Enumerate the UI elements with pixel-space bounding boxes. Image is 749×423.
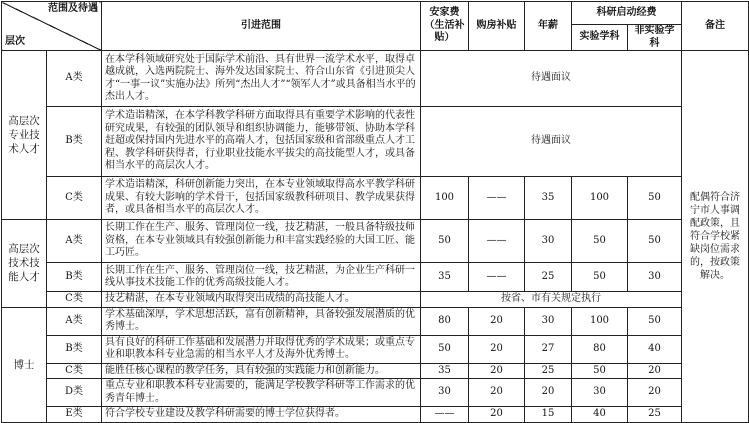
house-subsidy-value: 20: [469, 379, 525, 407]
non-experimental-value: 25: [628, 407, 682, 423]
settle-fee-value: 50: [421, 220, 469, 263]
class-label: C类: [47, 292, 102, 308]
house-subsidy-value: ——: [469, 263, 525, 292]
house-subsidy-value: 20: [469, 307, 525, 335]
merged-treatment: 待遇面议: [421, 51, 682, 107]
settle-fee-value: 35: [421, 263, 469, 292]
table-row: [2, 407, 749, 423]
table-row: [2, 51, 749, 107]
non-experimental-value: 30: [628, 263, 682, 292]
header-remarks: 备注: [682, 2, 749, 51]
table-row: [2, 307, 749, 335]
settle-fee-value: 30: [421, 379, 469, 407]
settle-fee-value: 50: [421, 335, 469, 363]
class-label: B类: [47, 335, 102, 363]
experimental-value: 100: [572, 307, 628, 335]
salary-value: 25: [525, 263, 572, 292]
salary-value: 35: [525, 177, 572, 220]
merged-treatment: 按省、市有关规定执行: [421, 292, 682, 308]
salary-value: 30: [525, 220, 572, 263]
non-experimental-value: 40: [628, 335, 682, 363]
table-row: [2, 335, 749, 363]
class-label: D类: [47, 379, 102, 407]
house-subsidy-value: 20: [469, 335, 525, 363]
table-row: [2, 177, 749, 220]
table-row: [2, 220, 749, 263]
experimental-value: 100: [572, 177, 628, 220]
table-row: [2, 363, 749, 379]
group-phd: 博士: [2, 307, 47, 422]
house-subsidy-value: 20: [469, 363, 525, 379]
experimental-value: 50: [572, 220, 628, 263]
talent-policy-table: [1, 1, 749, 423]
settle-fee-value: 80: [421, 307, 469, 335]
scope-desc: 学术造诣精深，科研创新能力突出，在本专业领域取得高水平教学科研成果、有较大影响的学术骨干，包括国家级教科研项目、教学成果获得者，或具备相当水平的高层次人才。: [102, 177, 421, 220]
experimental-value: 30: [572, 379, 628, 407]
scope-desc: 重点专业和职教本科专业需要的，能满足学校教学科研等工作需求的优秀青年博士。: [102, 379, 421, 407]
scope-desc: 在本学科领域研究处于国际学术前沿、具有世界一流学术水平，取得卓越成就，入选两院院士、海外发达国家院士、符合山东省《引进顶尖人才“一事一议”实施办法》所列“杰出人才”“领军人才”或具备相当水平的杰出人才。: [102, 51, 421, 107]
experimental-value: 80: [572, 335, 628, 363]
class-label: A类: [47, 51, 102, 107]
experimental-value: 40: [572, 407, 628, 423]
header-house-subsidy: 购房补贴: [469, 2, 525, 51]
scope-desc: 能胜任核心课程的教学任务，具有较强的实践能力和创新能力。: [102, 363, 421, 379]
settle-fee-value: ——: [421, 407, 469, 423]
table-row: [2, 379, 749, 407]
header-salary: 年薪: [525, 2, 572, 51]
salary-value: 25: [525, 363, 572, 379]
scope-desc: 符合学校专业建设及教学科研需要的博士学位获得者。: [102, 407, 421, 423]
house-subsidy-value: ——: [469, 177, 525, 220]
non-experimental-value: 20: [628, 363, 682, 379]
salary-value: 20: [525, 379, 572, 407]
class-label: E类: [47, 407, 102, 423]
scope-desc: 长期工作在生产、服务、管理岗位一线，技艺精湛，为企业生产科研一线从事技术技能工作的优秀高级技能人才。: [102, 263, 421, 292]
scope-desc: 长期工作在生产、服务、管理岗位一线，技艺精湛，一般具备特级技师资格，在本专业领域具有较强创新能力和丰富实践经验的大国工匠、能工巧匠。: [102, 220, 421, 263]
scope-desc: 具有良好的科研工作基础和发展潜力并取得优秀的学术成果；或重点专业和职教本科专业急需的相当水平人才及海外优秀博士。: [102, 335, 421, 363]
scope-desc: 学术基础深厚，学术思想活跃，富有创新精神，具备较强发展潜质的优秀博士。: [102, 307, 421, 335]
class-label: C类: [47, 177, 102, 220]
header-scope: 引进范围: [102, 2, 421, 51]
header-scope-treatment: 范围及待遇: [48, 3, 98, 14]
scope-desc: 技艺精湛，在本专业领域内取得突出成绩的高技能人才。: [102, 292, 421, 308]
non-experimental-value: 50: [628, 307, 682, 335]
class-label: C类: [47, 363, 102, 379]
experimental-value: 50: [572, 263, 628, 292]
header-diagonal-cell: [2, 2, 102, 51]
class-label: B类: [47, 107, 102, 177]
settle-fee-value: 100: [421, 177, 469, 220]
remarks-note: 配偶符合济宁市人事调配政策，且符合学校紧缺岗位需求的，按政策解决。: [682, 51, 749, 423]
header-experimental: 实验学科: [572, 25, 628, 51]
class-label: B类: [47, 263, 102, 292]
scope-desc: 学术造诣精深，在本学科教学科研方面取得具有重要学术影响的代表性研究成果，有较强的团队领导和组织协调能力，能够带领、协助本学科赶超或保持国内先进水平的高端人才，包括国家级和省部级重点人才工程、教学科研获得者，行业职业技能水平拔尖的高技能型人才，或具备相当水平的高层次人才。: [102, 107, 421, 177]
class-label: A类: [47, 307, 102, 335]
header-non-experimental: 非实验学科: [628, 25, 682, 51]
salary-value: 27: [525, 335, 572, 363]
non-experimental-value: 50: [628, 220, 682, 263]
non-experimental-value: 50: [628, 177, 682, 220]
header-settle-fee: 安家费（生活补贴）: [421, 2, 469, 51]
salary-value: 15: [525, 407, 572, 423]
group-high-skill: 高层次技术技能人才: [2, 220, 47, 308]
salary-value: 30: [525, 307, 572, 335]
experimental-value: 50: [572, 363, 628, 379]
merged-treatment: 待遇面议: [421, 107, 682, 177]
table-row: [2, 263, 749, 292]
header-level: 层次: [5, 35, 25, 47]
group-high-tech: 高层次专业技术人才: [2, 51, 47, 220]
header-research-funds: 科研启动经费: [572, 2, 682, 25]
house-subsidy-value: 20: [469, 407, 525, 423]
non-experimental-value: 20: [628, 379, 682, 407]
class-label: A类: [47, 220, 102, 263]
table-row: [2, 292, 749, 308]
house-subsidy-value: ——: [469, 220, 525, 263]
settle-fee-value: 35: [421, 363, 469, 379]
table-row: [2, 107, 749, 177]
